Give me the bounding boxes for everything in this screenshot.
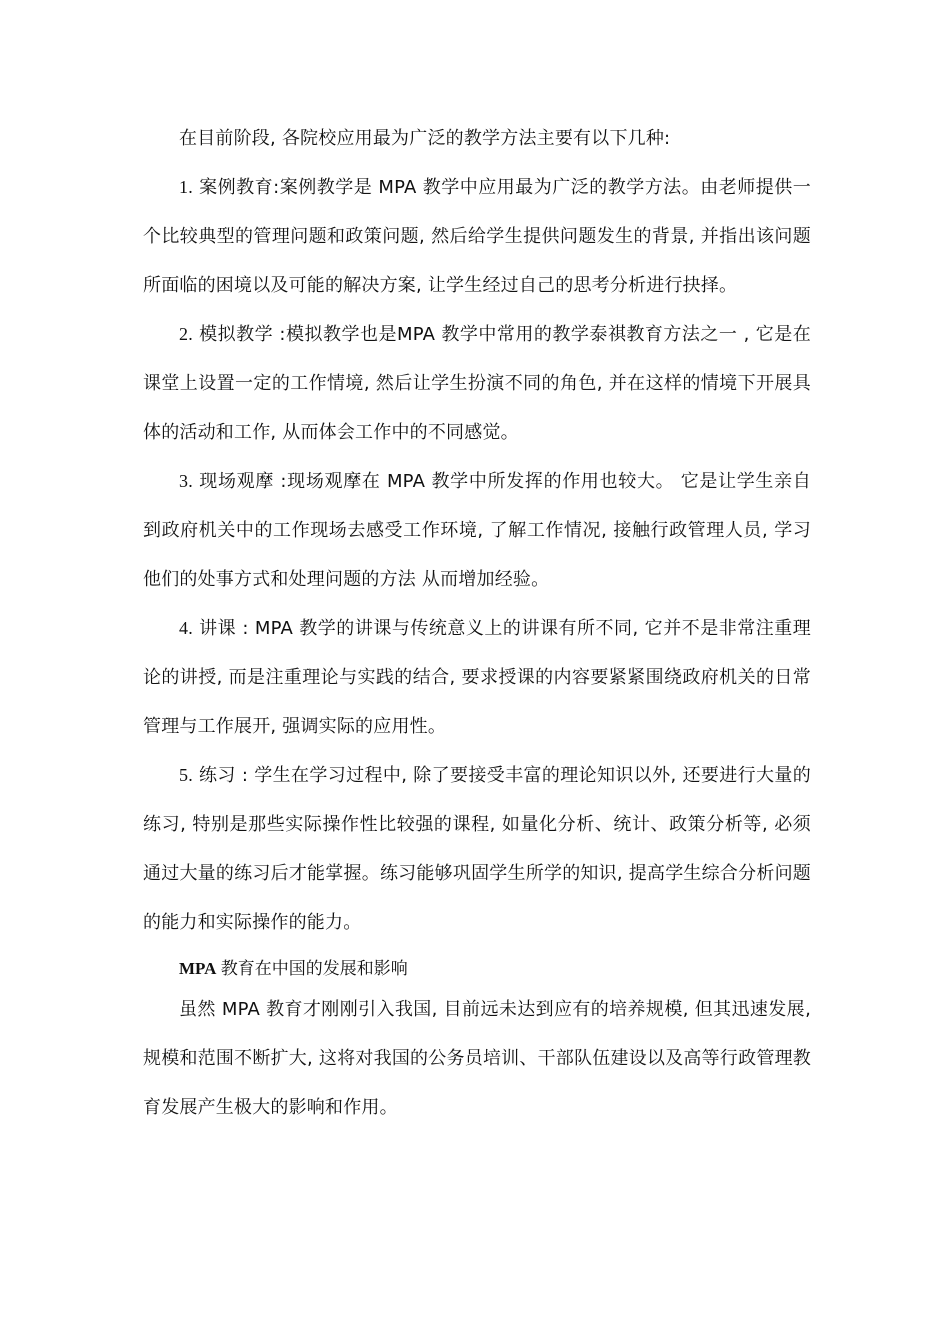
item-text: 练习 : 学生在学习过程中, 除了要接受丰富的理论知识以外, 还要进行大量的练习, 特别是那些实际操作性比较强的课程, 如量化分析、统计、政策分析等, 必须通过大量的练习后才能掌握。练习能够巩固学生所学的知识, 提高学生综合分析问题的能力和实际操作的能力。 <box>143 765 811 933</box>
item-number: 1. <box>179 177 193 197</box>
heading-bold-part: MPA <box>179 959 217 978</box>
method-item-simulation <box>143 310 811 457</box>
item-text: 案例教育:案例教学是 MPA 教学中应用最为广泛的教学方法。由老师提供一个比较典型的管理问题和政策问题, 然后给学生提供问题发生的背景, 并指出该问题所面临的困境以及可能的解决方案, 让学生经过自己的思考分析进行抉择。 <box>143 177 811 296</box>
document-body <box>143 114 811 1132</box>
section-heading <box>143 953 811 985</box>
method-item-case-teaching <box>143 163 811 310</box>
method-item-practice <box>143 751 811 947</box>
item-number: 2. <box>179 324 193 344</box>
item-number: 3. <box>179 471 193 491</box>
item-number: 5. <box>179 765 193 785</box>
closing-paragraph: 虽然 MPA 教育才刚刚引入我国, 目前远未达到应有的培养规模, 但其迅速发展, 规模和范围不断扩大, 这将对我国的公务员培训、干部队伍建设以及高等行政管理教育发展产生极大的影响和作用。 <box>143 999 811 1118</box>
item-text: 讲课 : MPA 教学的讲课与传统意义上的讲课有所不同, 它并不是非常注重理论的讲授, 而是注重理论与实践的结合, 要求授课的内容要紧紧围绕政府机关的日常管理与工作展开, 强调实际的应用性。 <box>143 618 811 737</box>
heading-rest: 教育在中国的发展和影响 <box>216 959 408 978</box>
item-number: 4. <box>179 618 193 638</box>
method-item-site-observation <box>143 457 811 604</box>
item-text: 现场观摩 :现场观摩在 MPA 教学中所发挥的作用也较大。 它是让学生亲自到政府机关中的工作现场去感受工作环境, 了解工作情况, 接触行政管理人员, 学习他们的处事方式和处理问题的方法 从而增加经验。 <box>143 471 811 590</box>
item-text: 模拟教学 :模拟教学也是MPA 教学中常用的教学泰祺教育方法之一 , 它是在课堂上设置一定的工作情境, 然后让学生扮演不同的角色, 并在这样的情境下开展具体的活动和工作, 从而体会工作中的不同感觉。 <box>143 324 811 443</box>
intro-paragraph: 在目前阶段, 各院校应用最为广泛的教学方法主要有以下几种: <box>179 128 671 149</box>
method-item-lecture <box>143 604 811 751</box>
